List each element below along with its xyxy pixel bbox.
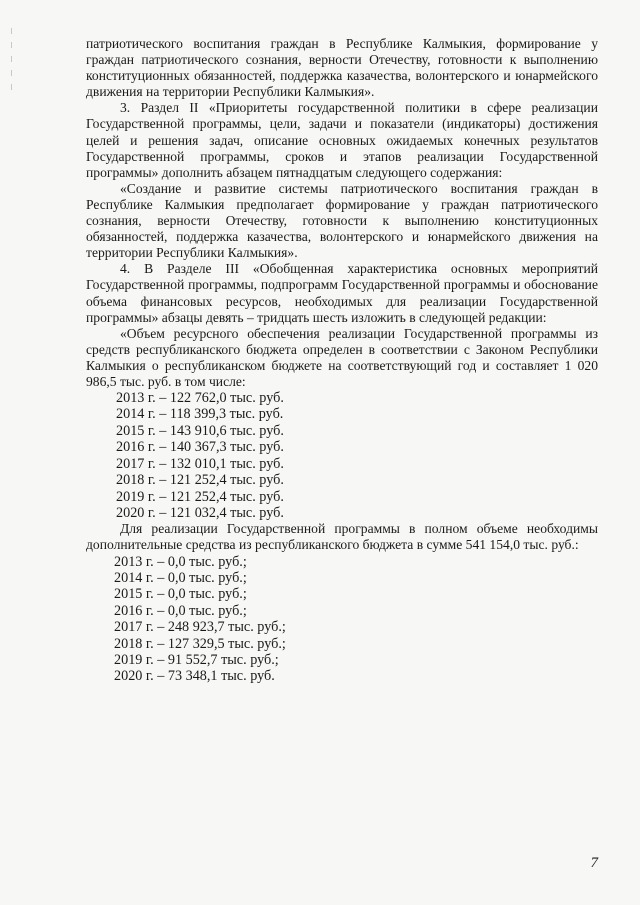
list-item: 2018 г. – 121 252,4 тыс. руб.	[116, 472, 284, 489]
list-item: 2017 г. – 248 923,7 тыс. руб.;	[114, 619, 286, 636]
page-number: 7	[590, 855, 598, 871]
funding-by-year-list	[86, 390, 598, 521]
list-item: 2020 г. – 73 348,1 тыс. руб.	[114, 668, 275, 685]
list-item: 2019 г. – 121 252,4 тыс. руб.	[116, 488, 284, 505]
margin-scan-marks	[10, 28, 14, 108]
paragraph-funding-volume: «Объем ресурсного обеспечения реализации Государственной программы из средств республиканского бюджета определен в соответствии с Законом Республики Калмыкия о республиканском бюджете на соответствующий год и составляет 1 020 986,5 тыс. руб. в том числе:	[86, 325, 598, 389]
list-item: 2015 г. – 0,0 тыс. руб.;	[114, 586, 247, 603]
list-item: 2018 г. – 127 329,5 тыс. руб.;	[114, 635, 286, 652]
list-item: 2016 г. – 0,0 тыс. руб.;	[114, 602, 247, 619]
list-item: 2014 г. – 118 399,3 тыс. руб.	[116, 406, 284, 423]
list-item: 2020 г. – 121 032,4 тыс. руб.	[116, 504, 284, 521]
paragraph-new-abzac-15: «Создание и развитие системы патриотического воспитания граждан в Республике Калмыкия предполагает формирование у граждан патриотического сознания, верности Отечеству, готовности к выполнению конституционных обязанностей, поддержка казачества, волонтерского и юнармейского движения на территории Республики Калмыкия».	[86, 180, 598, 261]
list-item: 2013 г. – 122 762,0 тыс. руб.	[116, 390, 284, 407]
list-item: 2014 г. – 0,0 тыс. руб.;	[114, 569, 247, 586]
paragraph-section-2-amendment: 3. Раздел II «Приоритеты государственной политики в сфере реализации Государственной программы, цели, задачи и показатели (индикаторы) достижения целей и решения задач, описание основных ожидаемых конечных результатов Государственной программы, сроков и этапов реализации Государственной программы» дополнить абзацем пятнадцатым следующего содержания:	[86, 100, 598, 180]
paragraph-additional-funds: Для реализации Государственной программы в полном объеме необходимы дополнительные средства из республиканского бюджета в сумме 541 154,0 тыс. руб.:	[86, 521, 598, 553]
list-item: 2015 г. – 143 910,6 тыс. руб.	[116, 422, 284, 439]
list-item: 2016 г. – 140 367,3 тыс. руб.	[116, 439, 284, 456]
list-item: 2013 г. – 0,0 тыс. руб.;	[114, 553, 247, 570]
list-item: 2017 г. – 132 010,1 тыс. руб.	[116, 455, 284, 472]
document-page	[86, 36, 598, 685]
paragraph-section-3-amendment: 4. В Разделе III «Обобщенная характеристика основных мероприятий Государственной программы, подпрограмм Государственной программы и обоснование объема финансовых ресурсов, необходимых для реализации Государственной программы» абзацы девять – тридцать шесть изложить в следующей редакции:	[86, 261, 598, 325]
additional-by-year-list	[86, 554, 598, 685]
paragraph-patriotic-continuation: патриотического воспитания граждан в Республике Калмыкия, формирование у граждан патриотического сознания, верности Отечеству, готовности к выполнению конституционных обязанностей, поддержка казачества, волонтерского и юнармейского движения на территории Республики Калмыкия».	[86, 36, 598, 100]
list-item: 2019 г. – 91 552,7 тыс. руб.;	[114, 651, 279, 668]
